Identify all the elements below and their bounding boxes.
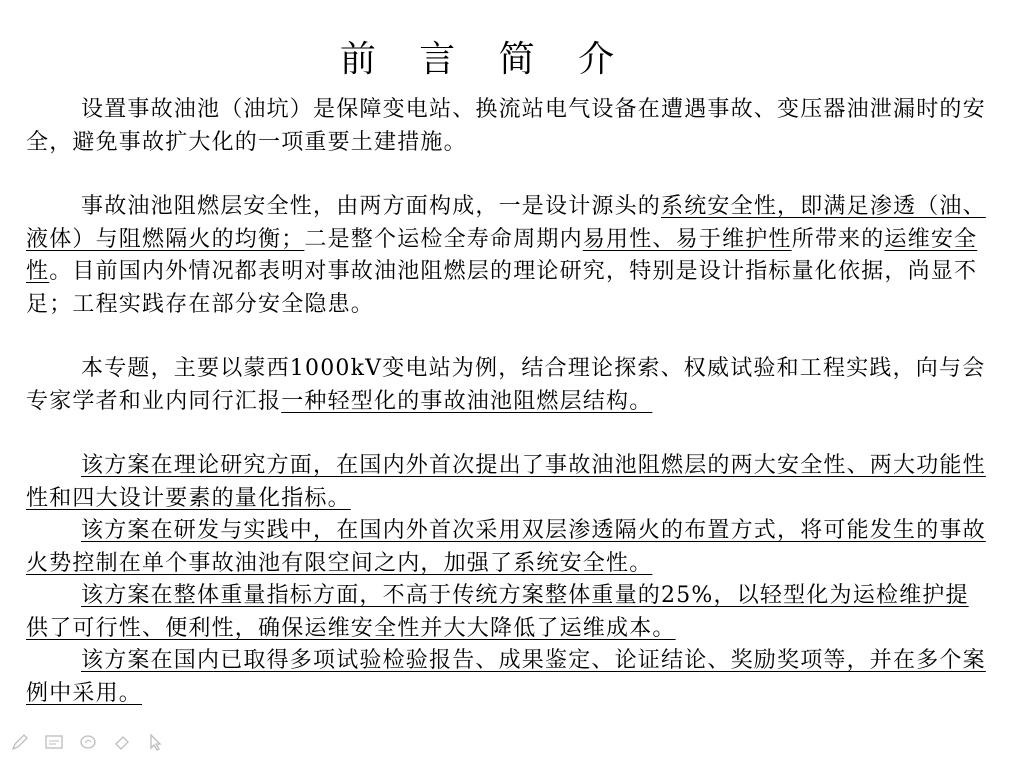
pointer-icon[interactable] [144,730,168,754]
pen-icon[interactable] [8,730,32,754]
underlined-ops-safety: 运维安全性 [26,226,978,284]
underlined-practice: 该方案在研发与实践中，在国内外首次采用双层渗透隔火的布置方式，将可能发生的事故火势控制在单个事故油池有限空间之内，加强了系统安全性。 [26,518,986,576]
text-segment: 事故油池阻燃层安全性，由两方面构成，一是设计源头的 [81,194,662,219]
paragraph-intro: 设置事故油池（油坑）是保障变电站、换流站电气设备在遭遇事故、变压器油泄漏时的安全，避免事故扩大化的一项重要土建措施。 [26,97,986,155]
paragraph-theory [26,450,986,515]
underlined-reports: 该方案在国内已取得多项试验检验报告、成果鉴定、论证结论、奖励奖项等，并在多个案例中采用。 [26,648,986,706]
underlined-structure: 一种轻型化的事故油池阻燃层结构。 [281,388,653,414]
paragraph-weight [26,580,986,645]
underlined-weight: 该方案在整体重量指标方面，不高于传统方案整体重量的25%，以轻型化为运检维护提供了可行性、便利性，确保运维安全性并大大降低了运维成本。 [26,583,969,641]
ink-icon[interactable] [76,730,100,754]
slide-title: 前 言 简 介 [339,39,631,80]
presenter-toolbar [8,730,168,754]
text-segment: 二是整个运检全寿命周期内 [304,226,583,252]
text-segment: 。目前国内外情况都表明对事故油池阻燃层的理论研究，特别是设计指标量化依据，尚显不足；工程实践存在部分安全隐患。 [26,259,978,317]
text-segment: 所带来的 [791,226,885,252]
paragraph-practice [26,515,986,580]
underlined-theory: 该方案在理论研究方面，在国内外首次提出了事故油池阻燃层的两大安全性、两大功能性性和四大设计要素的量化指标。 [26,453,986,511]
paragraph-topic [26,353,986,418]
text-segment: 本专题，主要以蒙西1000kV变电站为例，结合理论探索、权威试验和工程实践，向与会专家学者和业内同行汇报 [26,356,986,414]
paragraph-reports [26,645,986,710]
slide-body [26,94,986,710]
underlined-system-safety: 系统安全性，即满足渗透（油、液体）与阻燃隔火的均衡； [26,194,986,252]
subtitle-icon[interactable] [42,730,66,754]
eraser-icon[interactable] [110,730,134,754]
paragraph-safety [26,191,986,321]
underlined-usability: 易用性、易于维护性 [582,226,792,252]
